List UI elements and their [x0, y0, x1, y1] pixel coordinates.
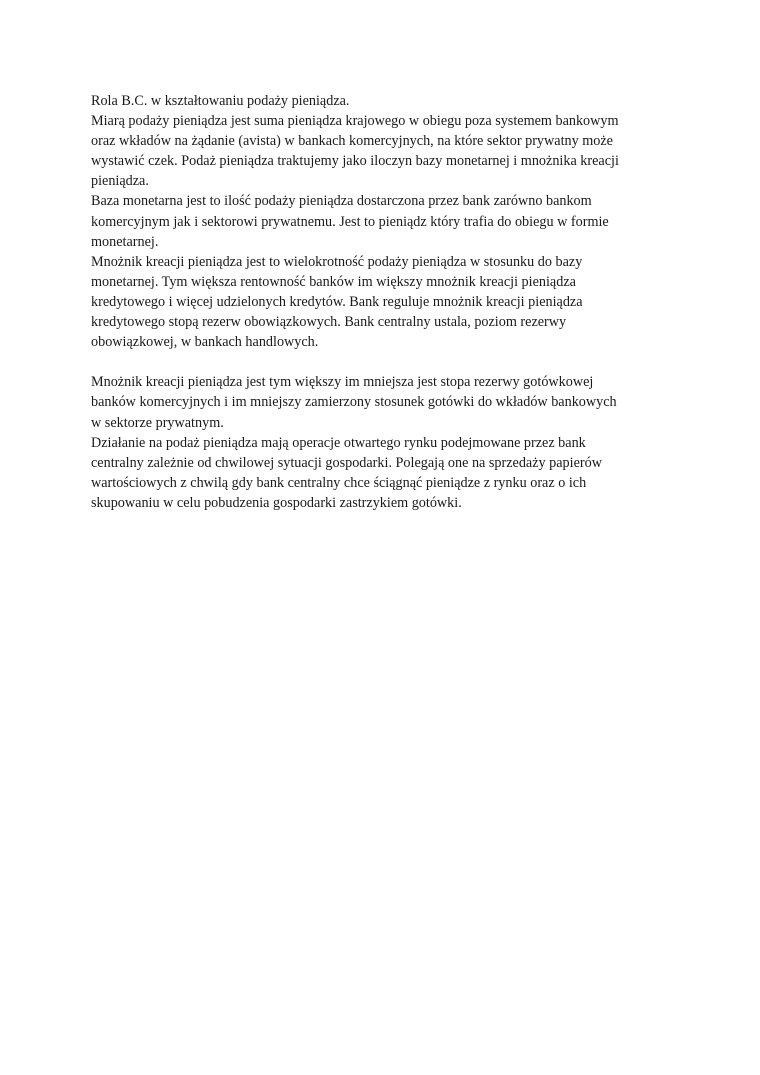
text-line: centralny zależnie od chwilowej sytuacji gospodarki. Polegają one na sprzedaży papierów	[91, 454, 602, 471]
text-line: banków komercyjnych i im mniejszy zamierzony stosunek gotówki do wkładów bankowych	[91, 394, 617, 411]
text-line: skupowaniu w celu pobudzenia gospodarki zastrzykiem gotówki.	[91, 494, 462, 511]
text-line: monetarnej.	[91, 233, 159, 250]
text-line: wystawić czek. Podaż pieniądza traktujemy jako iloczyn bazy monetarnej i mnożnika kreacji	[91, 153, 619, 170]
text-line: Mnożnik kreacji pieniądza jest to wielokrotność podaży pieniądza w stosunku do bazy	[91, 253, 583, 270]
text-line: pieniądza.	[91, 173, 149, 190]
text-line: monetarnej. Tym większa rentowność banków im większy mnożnik kreacji pieniądza	[91, 273, 576, 290]
text-line: Miarą podaży pieniądza jest suma pieniądza krajowego w obiegu poza systemem bankowym	[91, 113, 619, 130]
text-line: Mnożnik kreacji pieniądza jest tym większy im mniejsza jest stopa rezerwy gotówkowej	[91, 374, 594, 391]
text-line: oraz wkładów na żądanie (avista) w bankach komercyjnych, na które sektor prywatny może	[91, 133, 613, 150]
text-line: komercyjnym jak i sektorowi prywatnemu. Jest to pieniądz który trafia do obiegu w formie	[91, 213, 609, 230]
text-line: kredytowego stopą rezerw obowiązkowych. Bank centralny ustala, poziom rezerwy	[91, 314, 567, 331]
text-line: wartościowych z chwilą gdy bank centralny chce ściągnąć pieniądze z rynku oraz o ich	[91, 474, 587, 491]
text-line: w sektorze prywatnym.	[91, 414, 224, 431]
blank-line	[91, 352, 681, 372]
text-line: kredytowego i więcej udzielonych kredytów. Bank reguluje mnożnik kreacji pieniądza	[91, 293, 583, 310]
text-line: Baza monetarna jest to ilość podaży pieniądza dostarczona przez bank zarówno bankom	[91, 193, 592, 210]
document-text	[91, 91, 681, 513]
document-title: Rola B.C. w kształtowaniu podaży pieniądza.	[91, 93, 350, 109]
text-line: Działanie na podaż pieniądza mają operacje otwartego rynku podejmowane przez bank	[91, 434, 586, 451]
text-line: obowiązkowej, w bankach handlowych.	[91, 334, 319, 351]
